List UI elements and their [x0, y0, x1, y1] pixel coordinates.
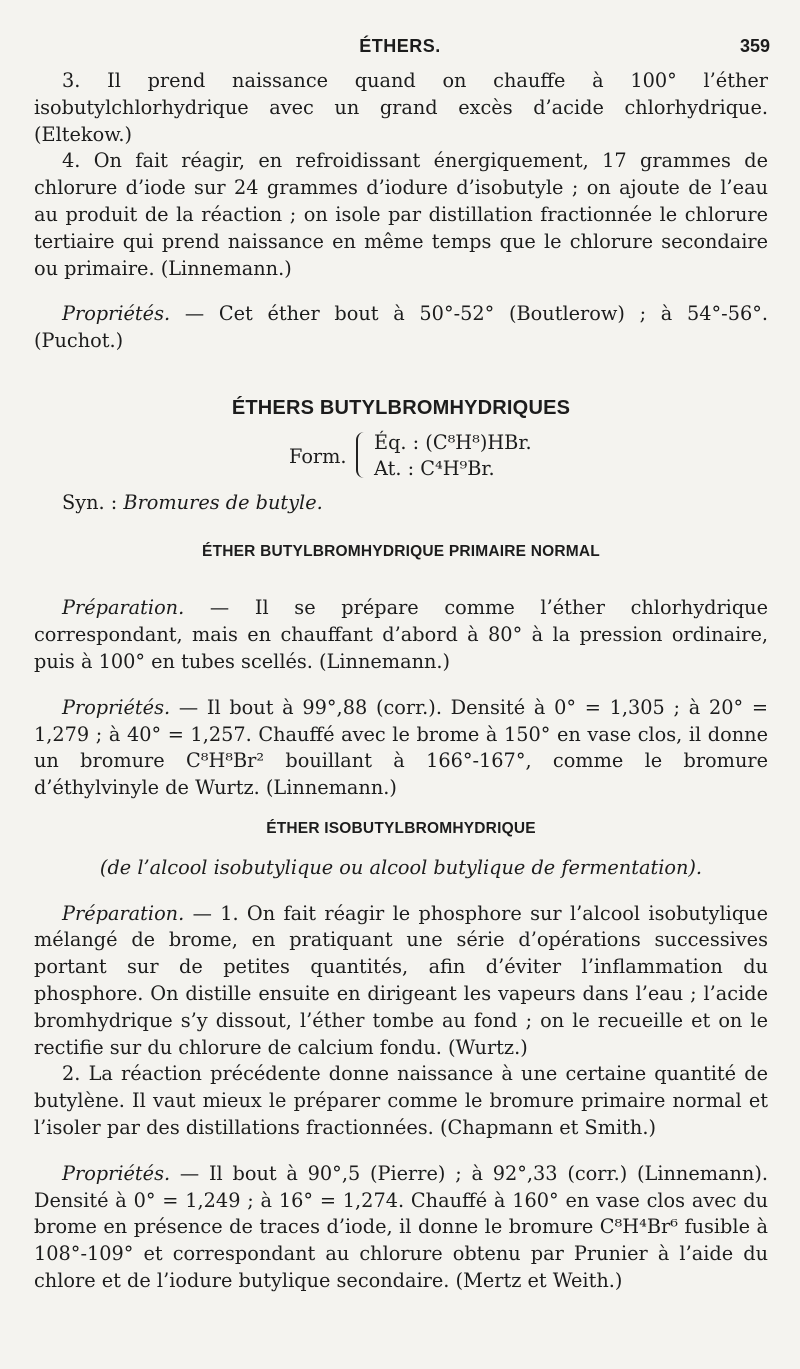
properties-label: Propriétés.: [62, 695, 171, 719]
properties-label: Propriétés.: [62, 1161, 171, 1185]
page-number: 359: [739, 36, 770, 56]
paragraph-2-isobutyl: 2. La réaction précédente donne naissance à une certaine quantité de butylène. Il vaut mieux le préparer comme le bromure primaire normal et l’isoler par des distillations fractionnées. (Chapmann et Smith.): [34, 1062, 768, 1139]
page-body: [34, 68, 768, 1295]
subsection-title-isobutyl: ÉTHER ISOBUTYLBROMHYDRIQUE: [266, 819, 536, 837]
preparation-label: Préparation.: [62, 901, 185, 925]
properties-label: Propriétés.: [62, 302, 171, 326]
properties-text: — Cet éther bout à 50°-52° (Boutlerow) ; à 54°-56°. (Puchot.): [34, 302, 768, 353]
synonym-label: Syn. :: [62, 490, 124, 514]
preparation-paragraph-isobutyl: [34, 901, 768, 1062]
formula-block: [34, 430, 768, 484]
section-title: ÉTHERS BUTYLBROMHYDRIQUES: [231, 396, 571, 419]
preparation-label: Préparation.: [62, 596, 185, 620]
brace-icon: [356, 432, 368, 478]
header-title: ÉTHERS.: [359, 36, 441, 56]
formula-equivalent: Éq. : (C⁸H⁸)HBr.: [374, 430, 532, 454]
paragraph-3: 3. Il prend naissance quand on chauffe à 100° l’éther isobutylchlorhydrique avec un grand excès d’acide chlorhydrique. (Eltekow.): [34, 69, 768, 146]
properties-paragraph: [34, 301, 768, 355]
formula-label: Form.: [289, 444, 347, 468]
synonym-value: Bromures de butyle.: [123, 490, 323, 514]
properties-paragraph-primary: [34, 695, 768, 802]
subsection-subtitle: (de l’alcool isobutylique ou alcool butylique de fermentation).: [99, 855, 703, 879]
preparation-text: — Il se prépare comme l’éther chlorhydrique correspondant, mais en chauffant d’abord à 80° à la pression ordinaire, puis à 100° en tubes scellés. (Linnemann.): [34, 596, 768, 673]
formula-atomic: At. : C⁴H⁹Br.: [374, 456, 495, 480]
paragraph-4: 4. On fait réagir, en refroidissant énergiquement, 17 grammes de chlorure d’iode sur 24 grammes d’iodure d’isobutyle ; on ajoute de l’eau au produit de la réaction ; on isole par distillation fractionnée le chlorure tertiaire qui prend naissance en même temps que le chlorure secondaire ou primaire. (Linnemann.): [34, 149, 768, 280]
preparation-paragraph-primary: [34, 595, 768, 675]
preparation-text: — 1. On fait réagir le phosphore sur l’alcool isobutylique mélangé de brome, en pratiquant une série d’opérations successives portant sur de petites quantités, afin d’éviter l’inflammation du phosphore. On distille ensuite en dirigeant les vapeurs dans l’eau ; l’acide bromhydrique s’y dissout, l’éther tombe au fond ; on le recueille et on le rectifie sur du chlorure de calcium fondu. (Wurtz.): [34, 901, 768, 1059]
synonym-line: [34, 490, 768, 517]
subsection-title-primary: ÉTHER BUTYLBROMHYDRIQUE PRIMAIRE NORMAL: [202, 542, 600, 560]
properties-text: — Il bout à 99°,88 (corr.). Densité à 0° = 1,305 ; à 20° = 1,279 ; à 40° = 1,257. Chauffé avec le brome à 150° en vase clos, il donne un bromure C⁸H⁸Br² bouillant à 166°-167°, comme le bromure d’éthylvinyle de Wurtz. (Linnemann.): [34, 695, 768, 800]
running-header: [0, 36, 800, 62]
properties-text: — Il bout à 90°,5 (Pierre) ; à 92°,33 (corr.) (Linnemann). Densité à 0° = 1,249 ; à 16° = 1,274. Chauffé à 160° en vase clos avec du brome en présence de traces d’iode, il donne le bromure C⁸H⁴Br⁶ fusible à 108°-109° et correspondant au chlorure obtenu par Prunier à l’aide du chlore et de l’iodure butylique secondaire. (Mertz et Weith.): [34, 1161, 768, 1292]
properties-paragraph-isobutyl: [34, 1161, 768, 1295]
